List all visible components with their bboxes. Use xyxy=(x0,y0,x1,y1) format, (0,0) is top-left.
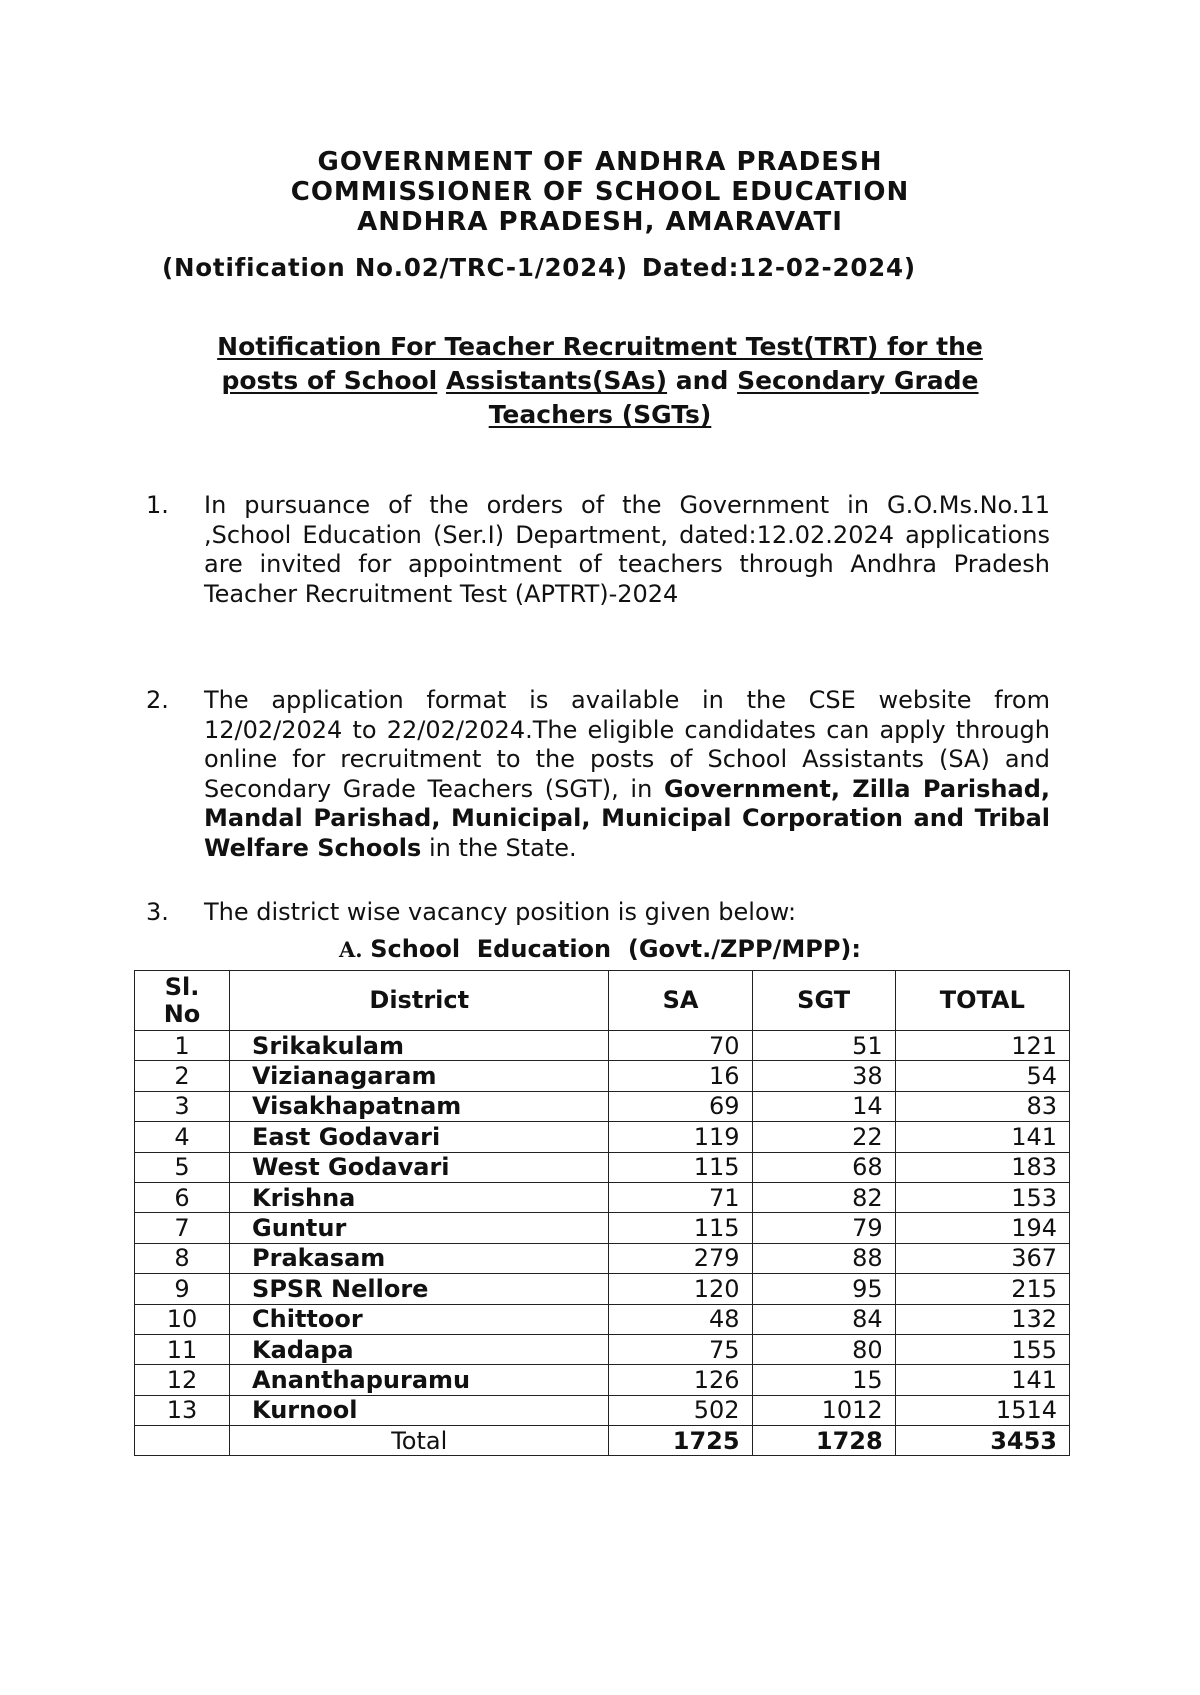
paragraph-number: 3. xyxy=(146,898,169,926)
cell-sa: 502 xyxy=(609,1395,752,1425)
total-sgt: 1728 xyxy=(752,1426,895,1456)
cell-sgt: 95 xyxy=(752,1274,895,1304)
subject-line-2d: Secondary Grade xyxy=(737,366,979,395)
cell-district: Guntur xyxy=(230,1213,609,1243)
notification-date: Dated:12-02-2024) xyxy=(641,253,916,282)
cell-sl-no: 10 xyxy=(135,1304,230,1334)
table-row xyxy=(135,1243,1070,1273)
table-row xyxy=(135,1213,1070,1243)
cell-sa: 119 xyxy=(609,1122,752,1152)
header-location: ANDHRA PRADESH, AMARAVATI xyxy=(357,207,843,237)
cell-sgt: 68 xyxy=(752,1152,895,1182)
cell-total: 1514 xyxy=(895,1395,1069,1425)
paragraph-text: In pursuance of the orders of the Government in G.O.Ms.No.11 ,School Education (Ser.I) Department, dated:12.02.2024 applications are invited for appointment of teachers through Andhra Pradesh Teacher Recruitment Test (APTRT)-2024 xyxy=(204,491,1050,608)
header-sgt: SGT xyxy=(752,971,895,1031)
cell-sgt: 80 xyxy=(752,1334,895,1364)
cell-sl-no: 2 xyxy=(135,1061,230,1091)
cell-sgt: 22 xyxy=(752,1122,895,1152)
cell-sgt: 15 xyxy=(752,1365,895,1395)
cell-total: 141 xyxy=(895,1365,1069,1395)
section-letter: A. xyxy=(339,937,363,962)
table-total-row xyxy=(135,1426,1070,1456)
cell-sl-no: 1 xyxy=(135,1031,230,1061)
table-row xyxy=(135,1395,1070,1425)
cell-sa: 126 xyxy=(609,1365,752,1395)
total-sl-cell xyxy=(135,1426,230,1456)
cell-sl-no: 5 xyxy=(135,1152,230,1182)
paragraph-text-end: in the State. xyxy=(428,833,577,862)
cell-district: Prakasam xyxy=(230,1243,609,1273)
cell-district: Srikakulam xyxy=(230,1031,609,1061)
header-sa: SA xyxy=(609,971,752,1031)
section-title: School Education (Govt./ZPP/MPP): xyxy=(370,935,861,963)
table-header-row xyxy=(135,971,1070,1031)
cell-sl-no: 9 xyxy=(135,1274,230,1304)
cell-sl-no: 8 xyxy=(135,1243,230,1273)
cell-sa: 115 xyxy=(609,1152,752,1182)
cell-total: 141 xyxy=(895,1122,1069,1152)
vacancy-table xyxy=(134,970,1070,1456)
cell-sa: 120 xyxy=(609,1274,752,1304)
subject-line-2a: posts of School xyxy=(221,366,438,395)
cell-district: West Godavari xyxy=(230,1152,609,1182)
cell-total: 194 xyxy=(895,1213,1069,1243)
cell-sa: 16 xyxy=(609,1061,752,1091)
cell-district: Ananthapuramu xyxy=(230,1365,609,1395)
cell-total: 215 xyxy=(895,1274,1069,1304)
table-row xyxy=(135,1304,1070,1334)
cell-total: 183 xyxy=(895,1152,1069,1182)
cell-sa: 48 xyxy=(609,1304,752,1334)
cell-sgt: 84 xyxy=(752,1304,895,1334)
paragraph-text-bold: Government, Zilla Parishad, Mandal Parishad, Municipal, Municipal Corporation and Tribal Welfare Schools xyxy=(204,774,1050,862)
cell-district: Visakhapatnam xyxy=(230,1091,609,1121)
cell-district: SPSR Nellore xyxy=(230,1274,609,1304)
cell-sl-no: 13 xyxy=(135,1395,230,1425)
table-row xyxy=(135,1334,1070,1364)
cell-total: 121 xyxy=(895,1031,1069,1061)
cell-total: 367 xyxy=(895,1243,1069,1273)
subject-line-3: Teachers (SGTs) xyxy=(488,400,712,429)
header-government: GOVERNMENT OF ANDHRA PRADESH xyxy=(317,147,883,177)
table-row xyxy=(135,1365,1070,1395)
table-row xyxy=(135,1061,1070,1091)
cell-total: 132 xyxy=(895,1304,1069,1334)
cell-district: Krishna xyxy=(230,1182,609,1212)
section-heading xyxy=(0,935,1200,963)
cell-sa: 70 xyxy=(609,1031,752,1061)
paragraph-text xyxy=(204,686,1050,864)
table-row xyxy=(135,1152,1070,1182)
cell-sa: 75 xyxy=(609,1334,752,1364)
header-sl-no: Sl. No xyxy=(135,971,230,1031)
cell-sl-no: 7 xyxy=(135,1213,230,1243)
total-total: 3453 xyxy=(895,1426,1069,1456)
table-row xyxy=(135,1182,1070,1212)
paragraph-number: 1. xyxy=(146,491,169,519)
paragraph-text: The district wise vacancy position is given below: xyxy=(204,898,797,926)
subject-line-2b: Assistants(SAs) xyxy=(445,366,668,395)
cell-district: Kadapa xyxy=(230,1334,609,1364)
cell-sgt: 88 xyxy=(752,1243,895,1273)
paragraph-number: 2. xyxy=(146,686,169,714)
cell-district: Kurnool xyxy=(230,1395,609,1425)
cell-total: 155 xyxy=(895,1334,1069,1364)
subject-line-1: Notification For Teacher Recruitment Test(TRT) for the xyxy=(217,332,983,361)
cell-sa: 69 xyxy=(609,1091,752,1121)
header-district: District xyxy=(230,971,609,1031)
cell-sgt: 14 xyxy=(752,1091,895,1121)
cell-district: East Godavari xyxy=(230,1122,609,1152)
table-row xyxy=(135,1122,1070,1152)
cell-total: 54 xyxy=(895,1061,1069,1091)
cell-sl-no: 3 xyxy=(135,1091,230,1121)
notification-reference xyxy=(162,253,916,282)
notification-subject xyxy=(100,330,1100,432)
cell-sl-no: 4 xyxy=(135,1122,230,1152)
cell-sgt: 79 xyxy=(752,1213,895,1243)
total-label: Total xyxy=(230,1426,609,1456)
table-row xyxy=(135,1031,1070,1061)
cell-sa: 279 xyxy=(609,1243,752,1273)
cell-sgt: 51 xyxy=(752,1031,895,1061)
cell-total: 83 xyxy=(895,1091,1069,1121)
header-commissioner: COMMISSIONER OF SCHOOL EDUCATION xyxy=(290,177,910,207)
notification-number: (Notification No.02/TRC-1/2024) xyxy=(162,253,628,282)
cell-sgt: 1012 xyxy=(752,1395,895,1425)
table-row xyxy=(135,1274,1070,1304)
cell-total: 153 xyxy=(895,1182,1069,1212)
cell-sa: 115 xyxy=(609,1213,752,1243)
cell-sa: 71 xyxy=(609,1182,752,1212)
cell-sl-no: 6 xyxy=(135,1182,230,1212)
subject-line-2c: and xyxy=(675,366,729,395)
cell-sl-no: 11 xyxy=(135,1334,230,1364)
cell-sgt: 82 xyxy=(752,1182,895,1212)
table-row xyxy=(135,1091,1070,1121)
paragraph-text-plain: The application format is available in the CSE website from 12/02/2024 to 22/02/2024.The eligible candidates can apply through online for recruitment to the posts of School Assistants (SA) and Secondary Grade Teachers (SGT), in xyxy=(204,686,1050,803)
cell-district: Vizianagaram xyxy=(230,1061,609,1091)
cell-sgt: 38 xyxy=(752,1061,895,1091)
header-total: TOTAL xyxy=(895,971,1069,1031)
cell-district: Chittoor xyxy=(230,1304,609,1334)
total-sa: 1725 xyxy=(609,1426,752,1456)
cell-sl-no: 12 xyxy=(135,1365,230,1395)
